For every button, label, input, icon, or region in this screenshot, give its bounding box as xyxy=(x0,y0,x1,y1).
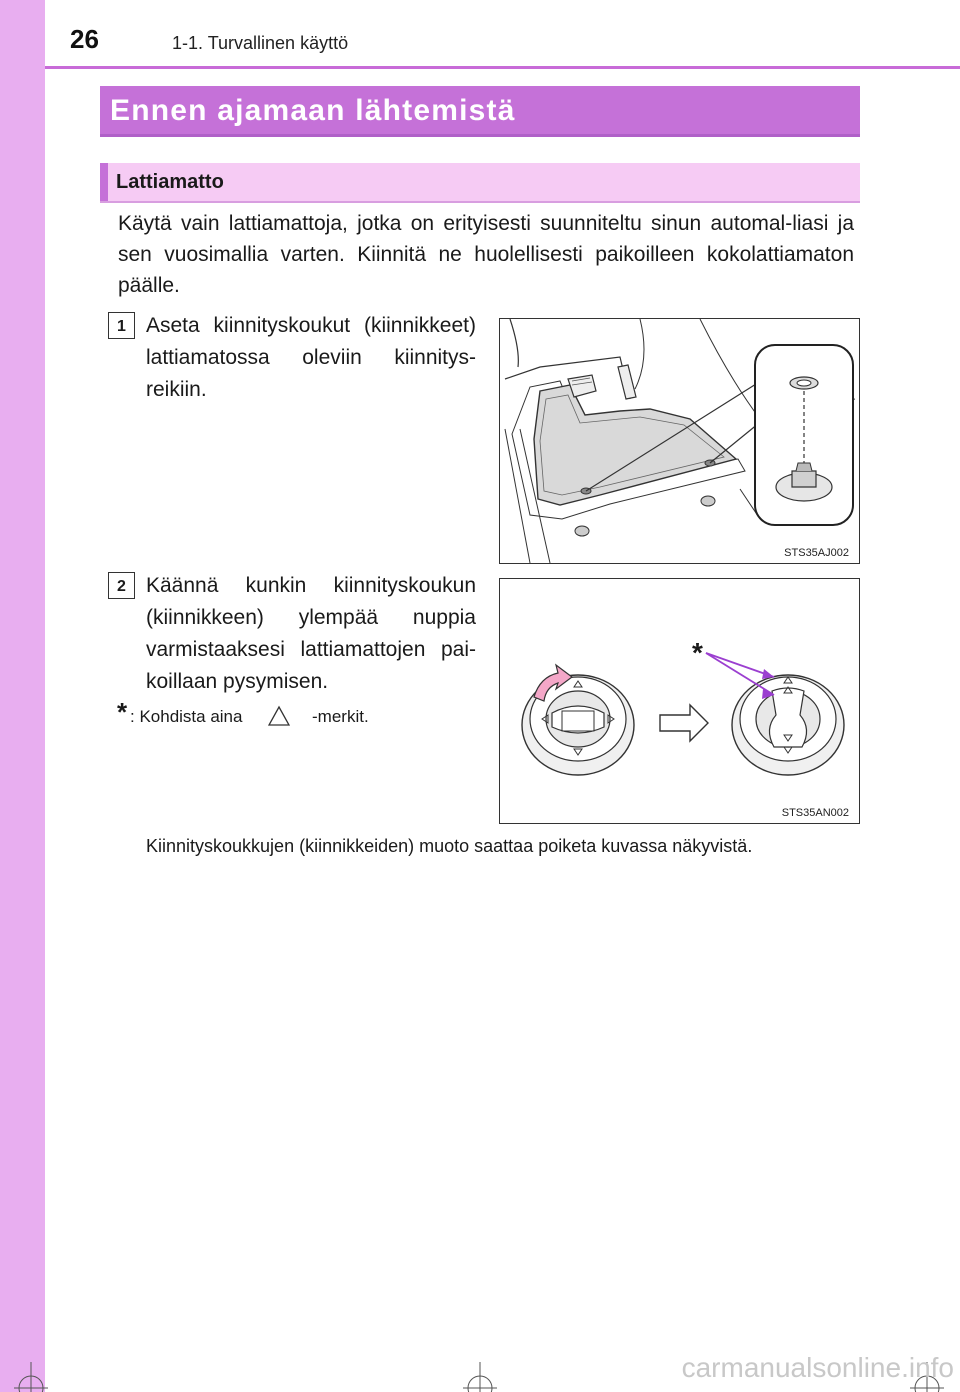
step-2-badge: 2 xyxy=(108,572,135,599)
watermark: carmanualsonline.info xyxy=(681,1352,954,1383)
transition-arrow-icon xyxy=(660,705,708,741)
header-divider xyxy=(45,66,960,69)
step-2-text: Käännä kunkin kiinnityskoukun (kiinnikkeen) ylempää nuppia varmistaaksesi lattiamattojen pai-koillaan pysymisen. xyxy=(146,574,476,693)
crop-mark-icon xyxy=(463,1358,497,1392)
side-stripe xyxy=(0,0,45,1392)
figure-floor-mat xyxy=(499,318,860,564)
step-1-text: Aseta kiinnityskoukut (kiinnikkeet) lattiamatossa oleviin kiinnitys-reikiin. xyxy=(146,314,476,401)
note-marker: * xyxy=(117,697,128,727)
triangle-mark-icon xyxy=(268,705,290,727)
subsection-title: Lattiamatto xyxy=(116,171,224,193)
page-number: 26 xyxy=(70,24,99,54)
crop-mark-icon xyxy=(14,1358,48,1392)
figure-hook-rotation xyxy=(499,578,860,824)
figure-asterisk: * xyxy=(692,637,703,668)
floor-mat-illustration xyxy=(500,319,859,563)
section-path: 1-1. Turvallinen käyttö xyxy=(172,33,349,53)
floor-mat xyxy=(534,385,736,505)
figure-1-code: STS35AJ002 xyxy=(784,547,849,559)
footnote: Kiinnityskoukkujen (kiinnikkeiden) muoto saattaa poiketa kuvassa näkyvistä. xyxy=(146,836,753,856)
section-title-bar xyxy=(100,86,860,137)
figure-2-code: STS35AN002 xyxy=(781,807,849,819)
subsection-title-bar xyxy=(100,163,860,203)
step-1-badge: 1 xyxy=(108,312,135,339)
note-suffix: -merkit. xyxy=(312,707,369,726)
hook-rotation-illustration xyxy=(500,579,859,823)
note-text: : Kohdista aina xyxy=(130,707,243,726)
section-title: Ennen ajamaan lähtemistä xyxy=(110,94,516,127)
subsection-accent xyxy=(100,163,108,201)
intro-paragraph: Käytä vain lattiamattoja, jotka on erityisesti suunniteltu sinun automal-liasi ja sen vuosimallia varten. Kiinnitä ne huolellisesti paikoilleen kokolattiamaton päälle. xyxy=(118,212,854,297)
